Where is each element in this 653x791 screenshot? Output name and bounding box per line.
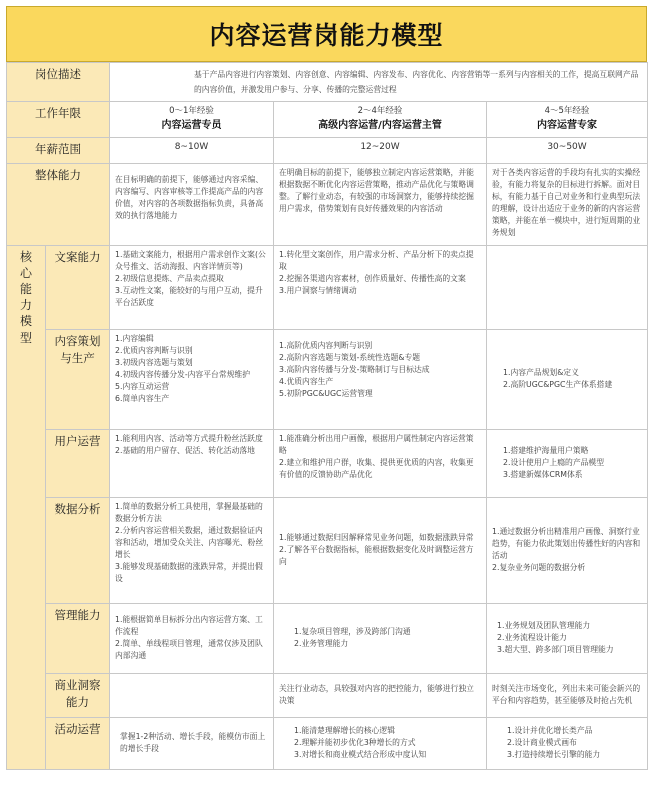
- ability-cell-level-1: 1.能利用内容、活动等方式提升粉丝活跃度 2.基础的用户留存、促活、转化活动落地: [110, 429, 274, 497]
- salary-level-2: 12~20W: [274, 137, 487, 163]
- ability-cell-level-3: [487, 245, 648, 329]
- ability-cell-level-3: 1.搭建维护海量用户策略 2.设计使用户上瘾的产品模型 3.搭建新媒体CRM体系: [487, 429, 648, 497]
- level-1-title: 内容运营专员: [161, 119, 222, 131]
- ability-name: 数据分析: [46, 497, 110, 603]
- ability-cell-level-3: 1.内容产品规划&定义 2.高阶UGC&PGC生产体系搭建: [487, 329, 648, 429]
- ability-cell-level-1: 掌握1-2种活动、增长手段，能模仿市面上的增长手段: [110, 717, 274, 769]
- ability-cell-level-3: 1.设计并优化增长类产品 2.设计商业模式画布 3.打造持续增长引擎的能力: [487, 717, 648, 769]
- ability-row: [7, 245, 648, 329]
- ability-row: [7, 673, 648, 717]
- overall-label: 整体能力: [7, 163, 110, 245]
- title-banner: [6, 6, 647, 62]
- page-title: 内容运营岗能力模型: [209, 21, 444, 50]
- ability-cell-level-2: 1.高阶优质内容判断与识别 2.高阶内容选题与策划-系统性选题&专题 3.高阶内容传播与分发-策略制订与目标达成 4.优质内容生产 5.初阶PGC&UGC运营管理: [274, 329, 487, 429]
- level-2-title: 高级内容运营/内容运营主管: [318, 119, 442, 131]
- salary-label: 年薪范围: [7, 137, 110, 163]
- overall-level-2: 在明确目标的前提下，能够独立制定内容运营策略，并能根据数据不断优化内容运营策略，推动产品优化与策略调整。了解行业动态，有较强的市场洞察力，能够持续挖掘用户需求，借势策划有良好传播效果的内容活动: [274, 163, 487, 245]
- level-3-title: 内容运营专家: [537, 119, 598, 131]
- ability-cell-level-2: 1.转化型文案创作，用户需求分析、产品分析下的卖点提取 2.挖掘各渠道内容素材，创作质量好、传播性高的文案 3.用户洞察与情绪调动: [274, 245, 487, 329]
- overall-level-1: 在目标明确的前提下，能够通过内容采编、内容编写、内容审核等工作提高产品的内容价值，对内容的各项数据指标负责，具备高效的执行落地能力: [110, 163, 274, 245]
- ability-name: 商业洞察能力: [46, 673, 110, 717]
- ability-cell-level-3: 时刻关注市场变化，列出未来可能会新兴的平台和内容趋势，甚至能够及时抢占先机: [487, 673, 648, 717]
- level-1-cell: [110, 101, 274, 137]
- level-1-exp: 0～1年经验: [169, 105, 214, 116]
- level-2-exp: 2～4年经验: [357, 105, 403, 116]
- ability-cell-level-2: 关注行业动态，具较强对内容的把控能力，能够进行独立决策: [274, 673, 487, 717]
- ability-cell-level-1: [110, 673, 274, 717]
- ability-cell-level-2: 1.复杂项目管理，涉及跨部门沟通 2.业务管理能力: [274, 603, 487, 673]
- ability-cell-level-1: 1.简单的数据分析工具使用，掌握最基础的数据分析方法 2.分析内容运营相关数据，通过数据验证内容和活动，增加受众关注、内容曝光、粉丝增长 3.能够发现基础数据的涨跌异常，并提出假设: [110, 497, 274, 603]
- ability-cell-level-2: 1.能够通过数据归因解释常见业务问题，如数据涨跌异常 2.了解各平台数据指标，能根据数据变化及时调整运营方向: [274, 497, 487, 603]
- ability-row: [7, 717, 648, 769]
- years-row: [7, 101, 648, 137]
- ability-cell-level-2: 1.能准确分析出用户画像，根据用户属性制定内容运营策略 2.建立和维护用户群，收集、提供更优质的内容，收集更有价值的反馈协助产品优化: [274, 429, 487, 497]
- ability-name: 管理能力: [46, 603, 110, 673]
- years-label: 工作年限: [7, 101, 110, 137]
- salary-level-1: 8~10W: [110, 137, 274, 163]
- level-3-exp: 4～5年经验: [544, 105, 590, 116]
- overall-level-3: 对于各类内容运营的手段均有扎实的实操经验，有能力将复杂的目标进行拆解。面对目标，有能力基于自己对业务和行业典型玩法的理解，设计出适应于业务的新的内容运营策略，并能在单一模块中，进行短周期的业务规划: [487, 163, 648, 245]
- salary-level-3: 30~50W: [487, 137, 648, 163]
- ability-cell-level-1: 1.基础文案能力，根据用户需求创作文案(公众号推文、活动海报、内容详情页等) 2.初级信息提炼、产品卖点提取 3.互动性文案，能较好的与用户互动，提升平台活跃度: [110, 245, 274, 329]
- ability-name: 内容策划与生产: [46, 329, 110, 429]
- ability-row: [7, 329, 648, 429]
- job-desc-label: 岗位描述: [7, 63, 110, 102]
- level-2-cell: [274, 101, 487, 137]
- ability-cell-level-3: 1.通过数据分析出精准用户画像、洞察行业趋势，有能力依此策划出传播性好的内容和活动 2.复杂业务问题的数据分析: [487, 497, 648, 603]
- ability-row: [7, 497, 648, 603]
- job-desc-row: [7, 63, 648, 102]
- ability-row: [7, 603, 648, 673]
- ability-name: 文案能力: [46, 245, 110, 329]
- ability-name: 用户运营: [46, 429, 110, 497]
- ability-row: [7, 429, 648, 497]
- core-ability-label: 核心能力模型: [7, 245, 46, 769]
- ability-name: 活动运营: [46, 717, 110, 769]
- salary-row: [7, 137, 648, 163]
- job-desc-text: 基于产品内容进行内容策划、内容创意、内容编辑、内容发布、内容优化、内容营销等一系列与内容相关的工作，提高互联网产品的内容价值，并激发用户参与、分享、传播的完整运营过程: [110, 63, 648, 102]
- ability-cell-level-3: 1.业务规划及团队管理能力 2.业务流程设计能力 3.超大型、跨多部门项目管理能力: [487, 603, 648, 673]
- level-3-cell: [487, 101, 648, 137]
- overall-row: [7, 163, 648, 245]
- ability-cell-level-1: 1.能根据简单目标拆分出内容运营方案、工作流程 2.简单、单线程项目管理，通常仅涉及团队内部沟通: [110, 603, 274, 673]
- ability-cell-level-2: 1.能清楚理解增长的核心逻辑 2.理解并能初步优化3种增长的方式 3.对增长和商业模式结合形成中度认知: [274, 717, 487, 769]
- ability-table: [6, 62, 648, 770]
- ability-cell-level-1: 1.内容编辑 2.优质内容判断与识别 3.初级内容选题与策划 4.初级内容传播分发-内容平台常规维护 5.内容互动运营 6.简单内容生产: [110, 329, 274, 429]
